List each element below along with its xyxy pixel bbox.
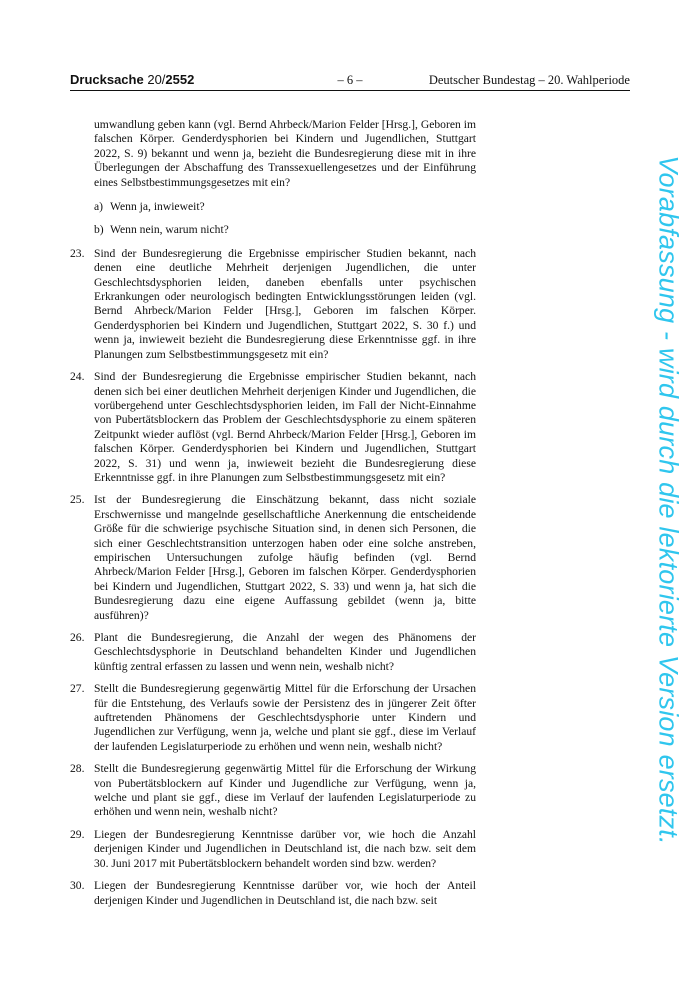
document-number-prefix: 20/ <box>147 72 166 87</box>
question-text: Liegen der Bundesregierung Kenntnisse darüber vor, wie hoch der Anteil derjenigen Kinder und Jugendlichen in Deutschland ist, die nach bzw. seit <box>94 879 476 907</box>
question-number: 25. <box>70 493 85 507</box>
continuation-paragraph: umwandlung geben kann (vgl. Bernd Ahrbeck/Marion Felder [Hrsg.], Geboren im falschen Körper. Genderdysphorien bei Kindern und Jugendlichen, Stuttgart 2022, S. 9) bekannt und wenn ja, bezieht die Bundesregierung diese mit in ihre Überlegungen der Abschaffung des Transsexuellengesetzes und der Einführung eines Selbstbestimmungsgesetzes mit ein? <box>94 118 476 189</box>
sub-item-label: a) <box>94 200 104 214</box>
page-header <box>70 72 630 90</box>
question-27 <box>70 682 476 754</box>
sub-item-b <box>94 223 476 237</box>
question-text: Ist der Bundesregierung die Einschätzung bekannt, dass nicht soziale Erschwernisse und mangelnde gesellschaftliche Anerkennung die entscheidende Größe für die schwierige psychische Situation sind, in denen sich Personen, die sich einer Geschlechtstransition unterzogen haben oder eine solche anstreben, empirischen Untersuchungen zufolge häufig befinden (vgl. Bernd Ahrbeck/Marion Felder [Hrsg.], Geboren im falschen Körper. Genderdysphorien bei Kindern und Jugendlichen, Stuttgart 2022, S. 33) und wenn ja, hat sich die Bundesregierung dazu eine eigene Auffassung gebildet (wenn ja, bitte ausführen)? <box>94 493 476 622</box>
question-number: 27. <box>70 682 85 696</box>
draft-watermark: Vorabfassung - wird durch die lektorierte Version ersetzt. <box>653 155 684 845</box>
question-text: Liegen der Bundesregierung Kenntnisse darüber vor, wie hoch die Anzahl derjenigen Kinder und Jugendlichen in Deutschland ist, die nach bzw. seit dem 30. Juni 2017 mit Pubertätsblockern behandelt worden sind bzw. werden? <box>94 827 476 870</box>
question-number: 28. <box>70 762 85 776</box>
institution-label: Deutscher Bundestag – 20. Wahlperiode <box>428 73 630 87</box>
sub-item-a <box>94 200 476 214</box>
question-text: Sind der Bundesregierung die Ergebnisse empirischer Studien bekannt, nach denen eine deutliche Mehrheit derjenigen Jugendlichen, die unter Geschlechtsdysphorien leiden, daneben ebenfalls unter psychischen Erkrankungen oder neurologisch bedingten Entwicklungsstörungen leiden (vgl. Bernd Ahrbeck/Marion Felder [Hrsg.], Geboren im falschen Körper. Genderdysphorien bei Kindern und Jugendlichen, Stuttgart 2022, S. 30 f.) und wenn ja, inwieweit bezieht die Bundesregierung diese Erkenntnisse ggf. in ihre Planungen zum Selbstbestimmungsgesetz mit ein? <box>94 246 476 361</box>
question-23 <box>70 247 476 362</box>
question-29 <box>70 828 476 871</box>
question-24 <box>70 370 476 485</box>
question-text: Stellt die Bundesregierung gegenwärtig Mittel für die Erforschung der Ursachen für die Entstehung, des Verlaufs sowie der Persistenz des in jüngerer Zeit öfter auftretenden Phänomens der Geschlechtsdysphorie unter Kindern und Jugendlichen zur Verfügung, wenn ja, welche und plant sie ggf., diese im Verlauf der laufenden Legislaturperiode zu erhöhen und wenn nein, weshalb nicht? <box>94 682 476 753</box>
question-text: Stellt die Bundesregierung gegenwärtig Mittel für die Erforschung der Wirkung von Pubertätsblockern auf Kinder und Jugendliche zur Verfügung, wenn ja, welche und plant sie ggf., diese im Verlauf der laufenden Legislaturperiode zu erhöhen und wenn nein, weshalb nicht? <box>94 762 476 819</box>
question-number: 23. <box>70 246 85 260</box>
question-number: 24. <box>70 370 85 384</box>
question-number: 29. <box>70 827 85 841</box>
question-number: 26. <box>70 631 85 644</box>
document-number-value: 2552 <box>165 72 195 87</box>
sub-item-text: Wenn nein, warum nicht? <box>110 223 229 237</box>
document-label: Drucksache <box>70 72 144 87</box>
question-text: Plant die Bundesregierung, die Anzahl der wegen des Phänomens der Geschlechtsdysphorie in Deutschland behandelten Kinder und Jugendlichen künftig zentral erfassen zu lassen und wenn nein, weshalb nicht? <box>94 631 476 673</box>
question-28 <box>70 762 476 820</box>
sub-item-label: b) <box>94 223 104 237</box>
question-26 <box>70 631 476 674</box>
question-25 <box>70 493 476 623</box>
question-30 <box>70 879 476 908</box>
document-body <box>70 118 476 916</box>
header-rule <box>70 90 630 91</box>
question-number: 30. <box>70 879 85 893</box>
sub-item-text: Wenn ja, inwieweit? <box>110 200 205 214</box>
question-text: Sind der Bundesregierung die Ergebnisse empirischer Studien bekannt, nach denen sich bei einer deutlichen Mehrheit derjenigen Kinder und Jugendlichen, die vorübergehend unter Geschlechtsdysphorien leiden, im Fall der Nicht-Einnahme von Pubertätsblockern das Problem der Geschlechtsdysphorie zu einem späteren Zeitpunkt wieder auflöst (vgl. Bernd Ahrbeck/Marion Felder [Hrsg.], Geboren im falschen Körper. Genderdysphorien bei Kindern und Jugendlichen, Stuttgart 2022, S. 31) und wenn ja, inwieweit bezieht die Bundesregierung diese Erkenntnisse ggf. in ihre Planungen zum Selbstbestimmungsgesetz mit ein? <box>94 370 476 484</box>
page-number: – 6 – <box>337 73 363 87</box>
